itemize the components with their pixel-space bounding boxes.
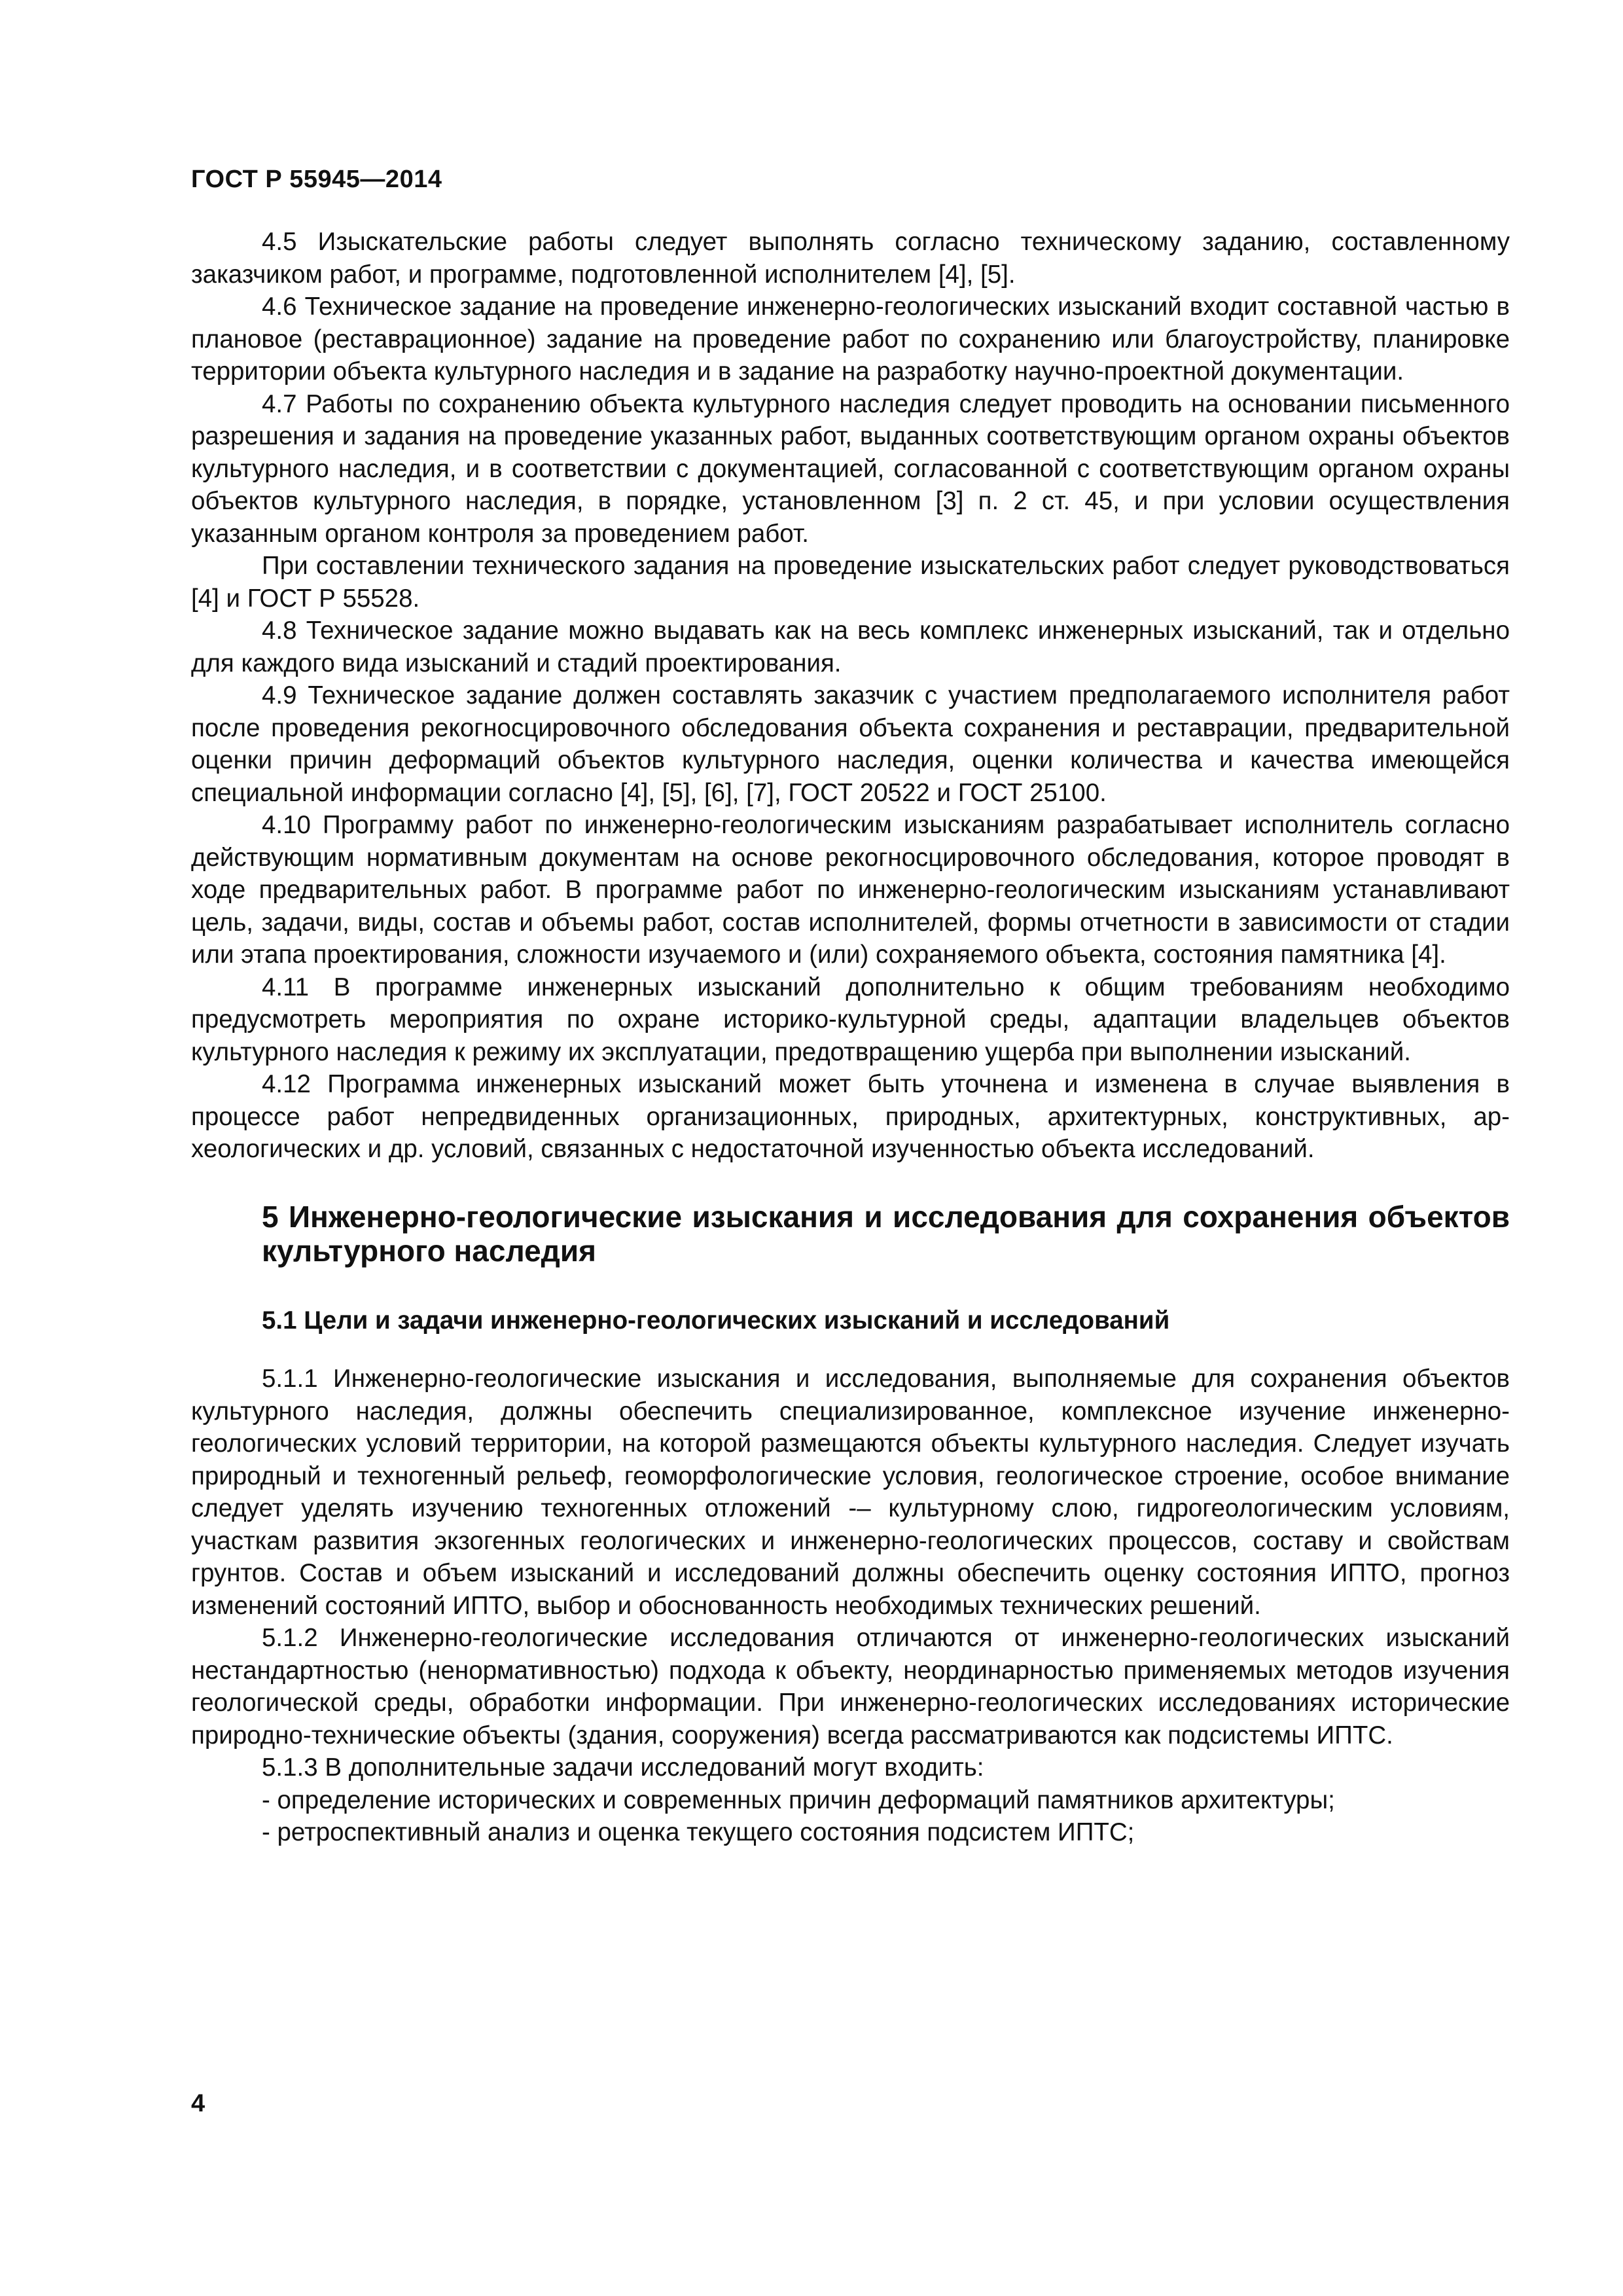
paragraph-4-12: 4.12 Программа инженерных изысканий может быть уточнена и изменена в случае выявления в процессе работ непредвиденных организационных, природных, архитектурных, конструктивных, археологических и др. условий, связанных с недостаточной изученностью объекта исследований. [191, 1070, 1510, 1163]
paragraph-4-8: 4.8 Техническое задание можно выдавать как на весь комплекс инженерных изысканий, так и отдельно для каждого вида изысканий и стадий проектирования. [191, 617, 1510, 677]
paragraph-5-1-1: 5.1.1 Инженерно-геологические изыскания и исследования, выполняемые для сохранения объектов культурного наследия, должны обеспечить специализированное, комплексное изучение инженерно-геологических условий территории, на которой размещаются объекты культурного наследия. Следует изучать природный и техногенный рельеф, геоморфологические условия, геологическое строение, особое внимание следует уделять изучению техногенных отложений -– культурному слою, гидрогеологическим условиям, участкам развития экзогенных геологических и инженерно-геологических процессов, составу и свойствам грунтов. Состав и объем изысканий и исследований должны обеспечить оценку состояния ИПТО, прогноз изменений состояний ИПТО, выбор и обоснованность необходимых технических решений. [191, 1365, 1510, 1620]
subsection-heading-5-1: 5.1 Цели и задачи инженерно-геологических изысканий и исследований [262, 1306, 1170, 1335]
paragraph-4-9: 4.9 Техническое задание должен составлять заказчик с участием предполагаемого исполнителя работ после проведения рекогносцировочного обследования объекта сохранения и реставрации, предварительной оценки причин деформаций объектов культурного наследия, оценки количества и качества имеющейся специальной информации согласно [4], [5], [6], [7], ГОСТ 20522 и ГОСТ 25100. [191, 681, 1510, 807]
paragraph-4-11: 4.11 В программе инженерных изысканий дополнительно к общим требованиям необходимо предусмотреть мероприятия по охране историко-культурной среды, адаптации владельцев объектов культурного наследия к режиму их эксплуатации, предотвращению ущерба при выполнении изысканий. [191, 973, 1510, 1066]
paragraph-4-7-continued: При составлении технического задания на проведение изыскательских работ следует руководствоваться [4] и ГОСТ Р 55528. [191, 552, 1510, 613]
document-code-header: ГОСТ Р 55945—2014 [191, 166, 442, 193]
page-number: 4 [191, 2090, 205, 2117]
paragraph-5-1-2: 5.1.2 Инженерно-геологические исследования отличаются от инженерно-геологических изысканий нестандартностью (ненормативностью) подхода к объекту, неординарностью применяемых методов изучения геологической среды, обработки информации. При инженерно-геологических исследованиях исторические природно-технические объекты (здания, сооружения) всегда рассматриваются как подсистемы ИПТС. [191, 1624, 1510, 1749]
document-body [191, 226, 1510, 1849]
paragraph-4-7: 4.7 Работы по сохранению объекта культурного наследия следует проводить на основании письменного разрешения и задания на проведение указанных работ, выданных соответствующим органом охраны объектов культурного наследия, и в соответствии с документацией, согласованной с соответствующим органом охраны объектов культурного наследия, в порядке, установленном [3] п. 2 ст. 45, и при условии осуществления указанным органом контроля за проведением работ. [191, 389, 1510, 548]
paragraph-4-10: 4.10 Программу работ по инженерно-геологическим изысканиям разрабатывает исполнитель согласно действующим нормативным документам на основе рекогносцировочного обследования, которое проводят в ходе предварительных работ. В программе работ по инженерно-геологическим изысканиям устанавливают цель, задачи, виды, состав и объемы работ, состав исполнителей, формы отчетности в зависимости от стадии или этапа проектирования, сложности изучаемого и (или) сохраняемого объекта, состояния памятника [4]. [191, 811, 1510, 969]
section-heading-5: 5 Инженерно-геологические изыскания и исследования для сохранения объектов культурного наследия [262, 1199, 1510, 1268]
list-item: - определение исторических и современных причин деформаций памятников архитектуры; [262, 1785, 1335, 1814]
paragraph-5-1-3: 5.1.3 В дополнительные задачи исследований могут входить: [262, 1753, 984, 1782]
list-item: - ретроспективный анализ и оценка текущего состояния подсистем ИПТС; [262, 1818, 1135, 1846]
paragraph-4-5: 4.5 Изыскательские работы следует выполнять согласно техническому заданию, составленному заказчиком работ, и программе, подготовленной исполнителем [4], [5]. [191, 228, 1510, 289]
paragraph-4-6: 4.6 Техническое задание на проведение инженерно-геологических изысканий входит составной частью в плановое (реставрационное) задание на проведение работ по сохранению или благоустройству, планировке территории объекта культурного наследия и в задание на разработку научно-проектной документации. [191, 293, 1510, 386]
